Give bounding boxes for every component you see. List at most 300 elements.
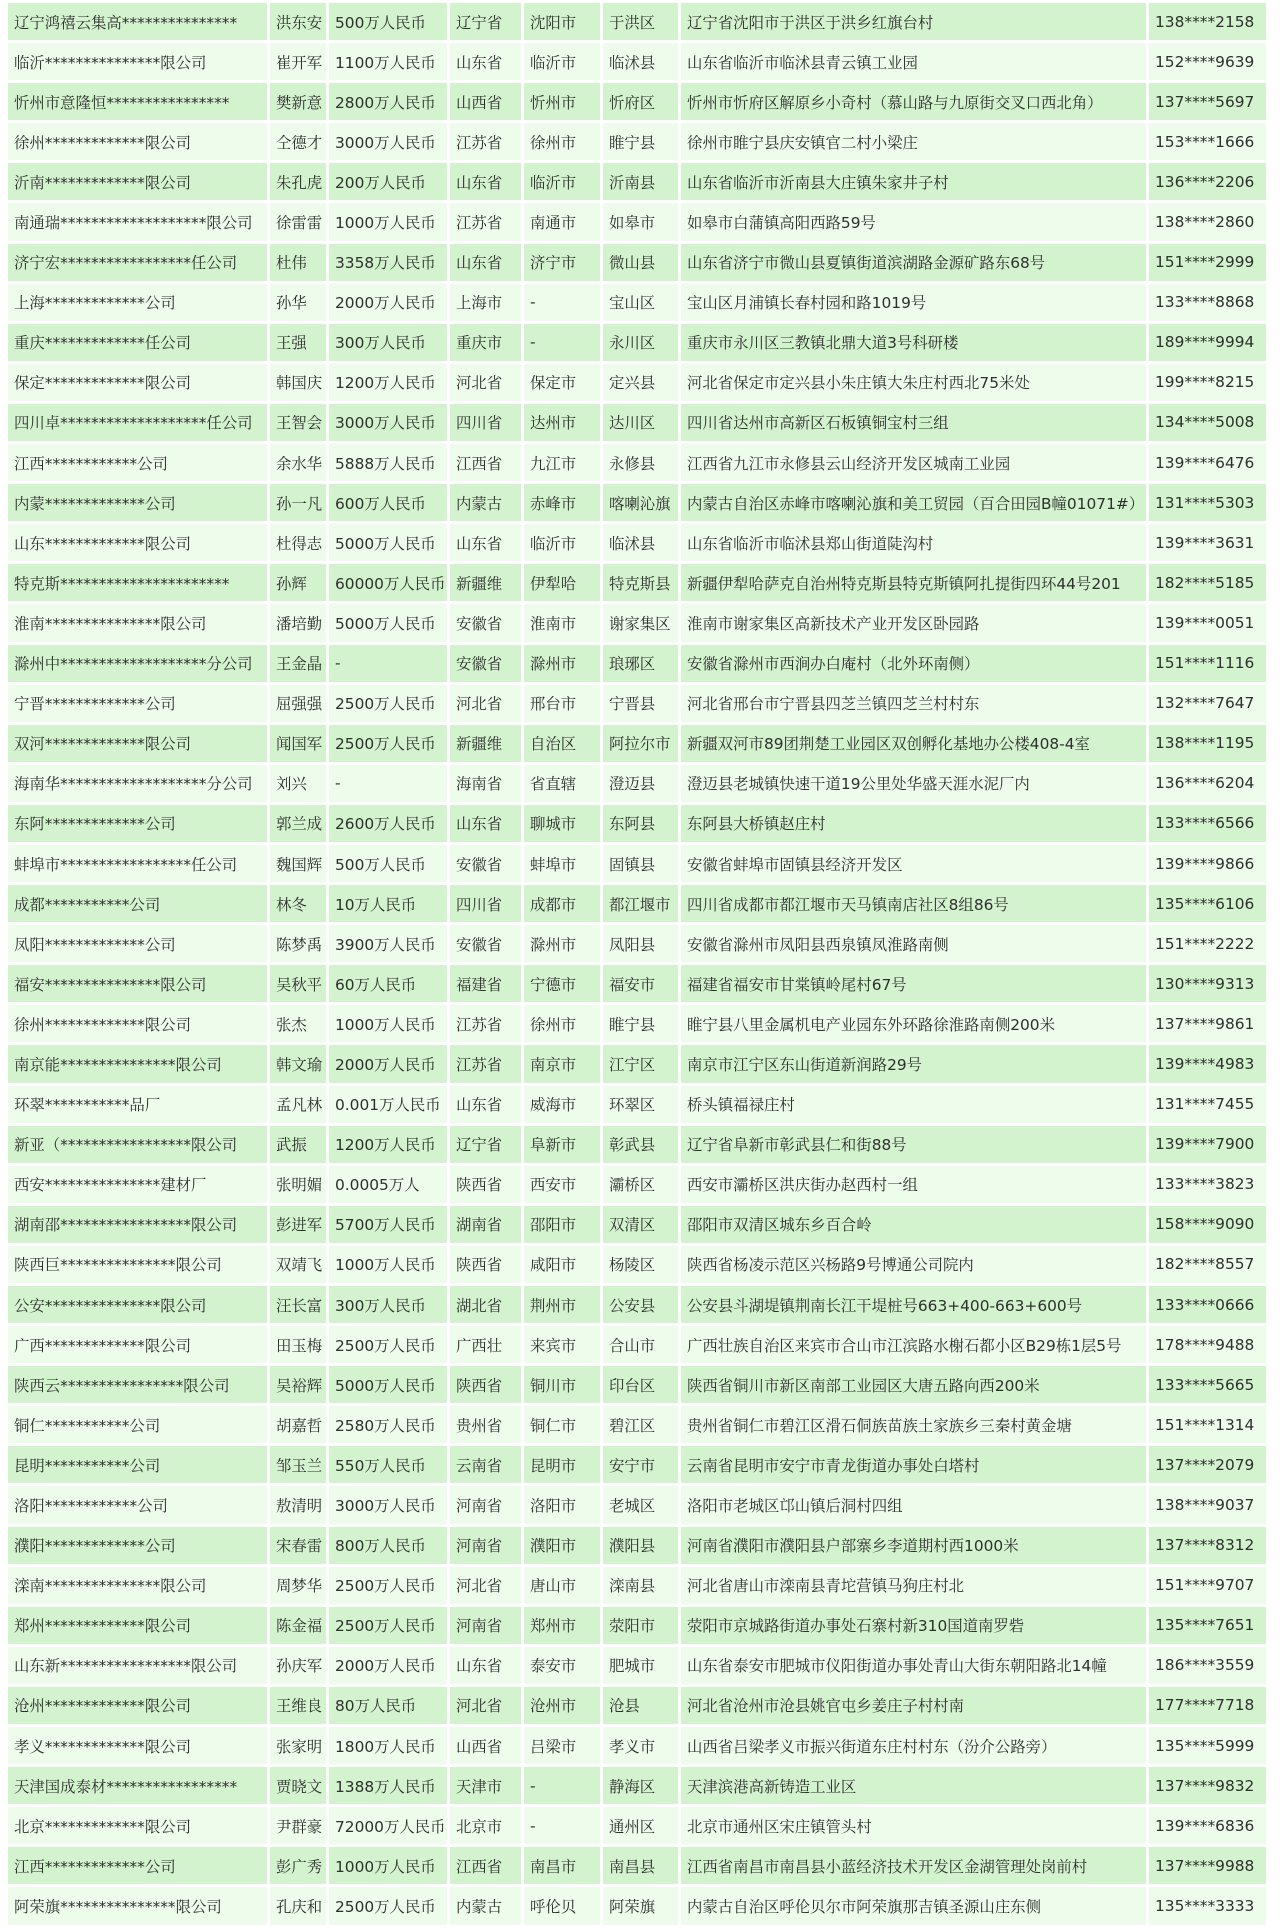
company-name-cell: 四川卓*******************任公司 — [8, 404, 267, 441]
province-cell: 江苏省 — [450, 203, 521, 240]
company-name-cell: 江西************公司 — [8, 444, 267, 481]
phone-cell: 137****9988 — [1149, 1847, 1266, 1884]
city-cell: 保定市 — [524, 364, 600, 401]
company-name-cell: 宁晋*************公司 — [8, 685, 267, 722]
phone-cell: 135****5999 — [1149, 1727, 1266, 1764]
legal-person-cell: 韩国庆 — [270, 364, 326, 401]
district-cell: 定兴县 — [603, 364, 678, 401]
address-cell: 天津滨港高新铸造工业区 — [681, 1767, 1146, 1804]
registered-capital-cell: 3000万人民币 — [329, 123, 447, 160]
district-cell: 如皋市 — [603, 203, 678, 240]
province-cell: 辽宁省 — [450, 1126, 521, 1163]
registered-capital-cell: 5000万人民币 — [329, 1366, 447, 1403]
phone-cell: 134****5008 — [1149, 404, 1266, 441]
registered-capital-cell: 60万人民币 — [329, 965, 447, 1002]
company-name-cell: 滁州中*******************分公司 — [8, 645, 267, 682]
district-cell: 合山市 — [603, 1326, 678, 1363]
table-body — [8, 3, 1266, 1925]
table-row — [8, 1486, 1266, 1523]
district-cell: 达川区 — [603, 404, 678, 441]
company-name-cell: 特克斯********************** — [8, 564, 267, 601]
city-cell: 成都市 — [524, 885, 600, 922]
city-cell: 邢台市 — [524, 685, 600, 722]
address-cell: 福建省福安市甘棠镇岭尾村67号 — [681, 965, 1146, 1002]
address-cell: 陕西省杨凌示范区兴杨路9号博通公司院内 — [681, 1246, 1146, 1283]
district-cell: 南昌县 — [603, 1847, 678, 1884]
city-cell: 咸阳市 — [524, 1246, 600, 1283]
legal-person-cell: 樊新意 — [270, 83, 326, 120]
address-cell: 桥头镇福禄庄村 — [681, 1086, 1146, 1123]
province-cell: 福建省 — [450, 965, 521, 1002]
table-row — [8, 1005, 1266, 1042]
district-cell: 灞桥区 — [603, 1166, 678, 1203]
province-cell: 江西省 — [450, 1847, 521, 1884]
table-row — [8, 484, 1266, 521]
address-cell: 公安县斗湖堤镇荆南长江干堤桩号663+400-663+600号 — [681, 1286, 1146, 1323]
district-cell: 江宁区 — [603, 1045, 678, 1082]
city-cell: 九江市 — [524, 444, 600, 481]
address-cell: 四川省成都市都江堰市天马镇南店社区8组86号 — [681, 885, 1146, 922]
legal-person-cell: 孙华 — [270, 284, 326, 321]
city-cell: 泰安市 — [524, 1647, 600, 1684]
address-cell: 河北省邢台市宁晋县四芝兰镇四芝兰村村东 — [681, 685, 1146, 722]
province-cell: 河南省 — [450, 1527, 521, 1564]
province-cell: 河北省 — [450, 685, 521, 722]
phone-cell: 138****2860 — [1149, 203, 1266, 240]
address-cell: 山东省泰安市肥城市仪阳街道办事处青山大街东朝阳路北14幢 — [681, 1647, 1146, 1684]
city-cell: 阜新市 — [524, 1126, 600, 1163]
province-cell: 河北省 — [450, 1567, 521, 1604]
city-cell: 铜仁市 — [524, 1406, 600, 1443]
province-cell: 陕西省 — [450, 1246, 521, 1283]
address-cell: 陕西省铜川市新区南部工业园区大唐五路向西200米 — [681, 1366, 1146, 1403]
phone-cell: 137****2079 — [1149, 1446, 1266, 1483]
registered-capital-cell: 5888万人民币 — [329, 444, 447, 481]
address-cell: 四川省达州市高新区石板镇铜宝村三组 — [681, 404, 1146, 441]
company-table — [5, 0, 1269, 1928]
city-cell: 淮南市 — [524, 604, 600, 641]
address-cell: 江西省九江市永修县云山经济开发区城南工业园 — [681, 444, 1146, 481]
city-cell: 聊城市 — [524, 805, 600, 842]
registered-capital-cell: 2500万人民币 — [329, 1607, 447, 1644]
company-name-cell: 双河*************限公司 — [8, 725, 267, 762]
province-cell: 内蒙古 — [450, 484, 521, 521]
company-name-cell: 阿荣旗***************限公司 — [8, 1887, 267, 1924]
company-name-cell: 环翠***********品厂 — [8, 1086, 267, 1123]
company-name-cell: 江西*************公司 — [8, 1847, 267, 1884]
company-name-cell: 临沂***************限公司 — [8, 43, 267, 80]
province-cell: 天津市 — [450, 1767, 521, 1804]
district-cell: 东阿县 — [603, 805, 678, 842]
registered-capital-cell: 1388万人民币 — [329, 1767, 447, 1804]
address-cell: 宝山区月浦镇长春村园和路1019号 — [681, 284, 1146, 321]
registered-capital-cell: 2580万人民币 — [329, 1406, 447, 1443]
table-row — [8, 203, 1266, 240]
address-cell: 内蒙古自治区呼伦贝尔市阿荣旗那吉镇圣源山庄东侧 — [681, 1887, 1146, 1924]
phone-cell: 138****2158 — [1149, 3, 1266, 40]
registered-capital-cell: 80万人民币 — [329, 1687, 447, 1724]
district-cell: 双清区 — [603, 1206, 678, 1243]
table-row — [8, 1126, 1266, 1163]
district-cell: 滦南县 — [603, 1567, 678, 1604]
address-cell: 河南省濮阳市濮阳县户部寨乡李道期村西1000米 — [681, 1527, 1146, 1564]
phone-cell: 138****1195 — [1149, 725, 1266, 762]
address-cell: 安徽省蚌埠市固镇县经济开发区 — [681, 845, 1146, 882]
table-row — [8, 564, 1266, 601]
company-name-cell: 徐州*************限公司 — [8, 1005, 267, 1042]
phone-cell: 136****6204 — [1149, 765, 1266, 802]
company-name-cell: 西安***************建材厂 — [8, 1166, 267, 1203]
company-name-cell: 成都***********公司 — [8, 885, 267, 922]
province-cell: 北京市 — [450, 1807, 521, 1844]
table-row — [8, 805, 1266, 842]
company-name-cell: 洛阳************公司 — [8, 1486, 267, 1523]
district-cell: 沧县 — [603, 1687, 678, 1724]
registered-capital-cell: 3000万人民币 — [329, 1486, 447, 1523]
legal-person-cell: 张明媚 — [270, 1166, 326, 1203]
table-row — [8, 1767, 1266, 1804]
company-name-cell: 凤阳*************公司 — [8, 925, 267, 962]
table-row — [8, 83, 1266, 120]
district-cell: 澄迈县 — [603, 765, 678, 802]
district-cell: 环翠区 — [603, 1086, 678, 1123]
address-cell: 洛阳市老城区邙山镇后洞村四组 — [681, 1486, 1146, 1523]
table-row — [8, 123, 1266, 160]
district-cell: 通州区 — [603, 1807, 678, 1844]
address-cell: 新疆伊犁哈萨克自治州特克斯县特克斯镇阿扎提街四环44号201 — [681, 564, 1146, 601]
legal-person-cell: 贾晓文 — [270, 1767, 326, 1804]
registered-capital-cell: 2500万人民币 — [329, 685, 447, 722]
company-name-cell: 南京能***************限公司 — [8, 1045, 267, 1082]
city-cell: 临沂市 — [524, 524, 600, 561]
legal-person-cell: 吴裕辉 — [270, 1366, 326, 1403]
city-cell: 宁德市 — [524, 965, 600, 1002]
city-cell: 南昌市 — [524, 1847, 600, 1884]
district-cell: 琅琊区 — [603, 645, 678, 682]
district-cell: 肥城市 — [603, 1647, 678, 1684]
legal-person-cell: 孙一凡 — [270, 484, 326, 521]
district-cell: 公安县 — [603, 1286, 678, 1323]
city-cell: 济宁市 — [524, 244, 600, 281]
legal-person-cell: 潘培勤 — [270, 604, 326, 641]
address-cell: 云南省昆明市安宁市青龙街道办事处白塔村 — [681, 1446, 1146, 1483]
registered-capital-cell: 2500万人民币 — [329, 1326, 447, 1363]
phone-cell: 177****7718 — [1149, 1687, 1266, 1724]
city-cell: 赤峰市 — [524, 484, 600, 521]
table-row — [8, 1567, 1266, 1604]
province-cell: 江苏省 — [450, 123, 521, 160]
province-cell: 新疆维 — [450, 725, 521, 762]
province-cell: 四川省 — [450, 885, 521, 922]
address-cell: 贵州省铜仁市碧江区滑石侗族苗族土家族乡三秦村黄金塘 — [681, 1406, 1146, 1443]
city-cell: 省直辖 — [524, 765, 600, 802]
province-cell: 山东省 — [450, 43, 521, 80]
district-cell: 宁晋县 — [603, 685, 678, 722]
company-name-cell: 北京*************限公司 — [8, 1807, 267, 1844]
district-cell: 特克斯县 — [603, 564, 678, 601]
phone-cell: 139****7900 — [1149, 1126, 1266, 1163]
phone-cell: 135****3333 — [1149, 1887, 1266, 1924]
phone-cell: 132****7647 — [1149, 685, 1266, 722]
phone-cell: 139****0051 — [1149, 604, 1266, 641]
registered-capital-cell: 1000万人民币 — [329, 203, 447, 240]
city-cell: 邵阳市 — [524, 1206, 600, 1243]
legal-person-cell: 双靖飞 — [270, 1246, 326, 1283]
province-cell: 安徽省 — [450, 845, 521, 882]
registered-capital-cell: 5700万人民币 — [329, 1206, 447, 1243]
province-cell: 河北省 — [450, 364, 521, 401]
legal-person-cell: 洪东安 — [270, 3, 326, 40]
legal-person-cell: 孙辉 — [270, 564, 326, 601]
address-cell: 东阿县大桥镇赵庄村 — [681, 805, 1146, 842]
company-name-cell: 广西*************限公司 — [8, 1326, 267, 1363]
table-row — [8, 324, 1266, 361]
city-cell: 滁州市 — [524, 925, 600, 962]
table-row — [8, 1887, 1266, 1924]
city-cell: 南通市 — [524, 203, 600, 240]
company-name-cell: 湖南邵*****************限公司 — [8, 1206, 267, 1243]
registered-capital-cell: 500万人民币 — [329, 3, 447, 40]
company-name-cell: 保定*************限公司 — [8, 364, 267, 401]
district-cell: 固镇县 — [603, 845, 678, 882]
province-cell: 山东省 — [450, 163, 521, 200]
city-cell: 临沂市 — [524, 163, 600, 200]
registered-capital-cell: - — [329, 645, 447, 682]
table-row — [8, 1527, 1266, 1564]
legal-person-cell: 周梦华 — [270, 1567, 326, 1604]
company-name-cell: 昆明***********公司 — [8, 1446, 267, 1483]
legal-person-cell: 孔庆和 — [270, 1887, 326, 1924]
address-cell: 忻州市忻府区解原乡小奇村（慕山路与九原街交叉口西北角） — [681, 83, 1146, 120]
registered-capital-cell: 72000万人民币 — [329, 1807, 447, 1844]
province-cell: 贵州省 — [450, 1406, 521, 1443]
phone-cell: 131****5303 — [1149, 484, 1266, 521]
registered-capital-cell: 800万人民币 — [329, 1527, 447, 1564]
province-cell: 内蒙古 — [450, 1887, 521, 1924]
district-cell: 喀喇沁旗 — [603, 484, 678, 521]
table-row — [8, 925, 1266, 962]
registered-capital-cell: 300万人民币 — [329, 324, 447, 361]
city-cell: 威海市 — [524, 1086, 600, 1123]
table-row — [8, 524, 1266, 561]
table-row — [8, 1166, 1266, 1203]
phone-cell: 135****7651 — [1149, 1607, 1266, 1644]
city-cell: 来宾市 — [524, 1326, 600, 1363]
company-name-cell: 内蒙*************公司 — [8, 484, 267, 521]
registered-capital-cell: 3900万人民币 — [329, 925, 447, 962]
registered-capital-cell: 1200万人民币 — [329, 1126, 447, 1163]
table-row — [8, 1847, 1266, 1884]
city-cell: - — [524, 324, 600, 361]
province-cell: 新疆维 — [450, 564, 521, 601]
phone-cell: 137****9832 — [1149, 1767, 1266, 1804]
phone-cell: 182****8557 — [1149, 1246, 1266, 1283]
registered-capital-cell: 0.001万人民币 — [329, 1086, 447, 1123]
city-cell: - — [524, 1807, 600, 1844]
city-cell: 荆州市 — [524, 1286, 600, 1323]
address-cell: 北京市通州区宋庄镇管头村 — [681, 1807, 1146, 1844]
district-cell: 彰武县 — [603, 1126, 678, 1163]
district-cell: 于洪区 — [603, 3, 678, 40]
table-row — [8, 1807, 1266, 1844]
registered-capital-cell: 2500万人民币 — [329, 1887, 447, 1924]
city-cell: 临沂市 — [524, 43, 600, 80]
table-row — [8, 43, 1266, 80]
province-cell: 陕西省 — [450, 1166, 521, 1203]
district-cell: 孝义市 — [603, 1727, 678, 1764]
phone-cell: 153****1666 — [1149, 123, 1266, 160]
district-cell: 谢家集区 — [603, 604, 678, 641]
phone-cell: 151****1116 — [1149, 645, 1266, 682]
address-cell: 如皋市白蒲镇高阳西路59号 — [681, 203, 1146, 240]
address-cell: 辽宁省沈阳市于洪区于洪乡红旗台村 — [681, 3, 1146, 40]
address-cell: 山东省临沂市沂南县大庄镇朱家井子村 — [681, 163, 1146, 200]
city-cell: 南京市 — [524, 1045, 600, 1082]
province-cell: 陕西省 — [450, 1366, 521, 1403]
legal-person-cell: 孟凡林 — [270, 1086, 326, 1123]
city-cell: 濮阳市 — [524, 1527, 600, 1564]
address-cell: 睢宁县八里金属机电产业园东外环路徐淮路南侧200米 — [681, 1005, 1146, 1042]
registered-capital-cell: 3000万人民币 — [329, 404, 447, 441]
address-cell: 广西壮族自治区来宾市合山市江滨路水榭石都小区B29栋1层5号 — [681, 1326, 1146, 1363]
city-cell: 达州市 — [524, 404, 600, 441]
company-table-container — [5, 0, 1269, 1928]
phone-cell: 151****1314 — [1149, 1406, 1266, 1443]
province-cell: 山东省 — [450, 524, 521, 561]
district-cell: 临沭县 — [603, 524, 678, 561]
legal-person-cell: 崔开军 — [270, 43, 326, 80]
province-cell: 四川省 — [450, 404, 521, 441]
registered-capital-cell: 60000万人民币 — [329, 564, 447, 601]
legal-person-cell: 张杰 — [270, 1005, 326, 1042]
legal-person-cell: 陈梦禹 — [270, 925, 326, 962]
table-row — [8, 3, 1266, 40]
address-cell: 西安市灞桥区洪庆街办赵西村一组 — [681, 1166, 1146, 1203]
phone-cell: 137****9861 — [1149, 1005, 1266, 1042]
phone-cell: 136****2206 — [1149, 163, 1266, 200]
registered-capital-cell: 1000万人民币 — [329, 1246, 447, 1283]
city-cell: 西安市 — [524, 1166, 600, 1203]
table-row — [8, 765, 1266, 802]
company-name-cell: 孝义*************限公司 — [8, 1727, 267, 1764]
city-cell: 沧州市 — [524, 1687, 600, 1724]
province-cell: 山东省 — [450, 1086, 521, 1123]
phone-cell: 133****6566 — [1149, 805, 1266, 842]
table-row — [8, 1687, 1266, 1724]
district-cell: 忻府区 — [603, 83, 678, 120]
legal-person-cell: 邹玉兰 — [270, 1446, 326, 1483]
legal-person-cell: 魏国辉 — [270, 845, 326, 882]
phone-cell: 139****6476 — [1149, 444, 1266, 481]
province-cell: 江苏省 — [450, 1045, 521, 1082]
address-cell: 安徽省滁州市西涧办白庵村（北外环南侧） — [681, 645, 1146, 682]
legal-person-cell: 王金晶 — [270, 645, 326, 682]
city-cell: 忻州市 — [524, 83, 600, 120]
registered-capital-cell: 1800万人民币 — [329, 1727, 447, 1764]
registered-capital-cell: 0.0005万人 — [329, 1166, 447, 1203]
city-cell: 唐山市 — [524, 1567, 600, 1604]
legal-person-cell: 仝德才 — [270, 123, 326, 160]
registered-capital-cell: 3358万人民币 — [329, 244, 447, 281]
table-row — [8, 163, 1266, 200]
company-name-cell: 天津国成泰材***************** — [8, 1767, 267, 1804]
province-cell: 山西省 — [450, 1727, 521, 1764]
phone-cell: 133****5665 — [1149, 1366, 1266, 1403]
phone-cell: 139****4983 — [1149, 1045, 1266, 1082]
province-cell: 河南省 — [450, 1486, 521, 1523]
city-cell: 蚌埠市 — [524, 845, 600, 882]
legal-person-cell: 余水华 — [270, 444, 326, 481]
province-cell: 山东省 — [450, 1647, 521, 1684]
phone-cell: 137****8312 — [1149, 1527, 1266, 1564]
company-name-cell: 山东*************限公司 — [8, 524, 267, 561]
province-cell: 广西壮 — [450, 1326, 521, 1363]
legal-person-cell: 田玉梅 — [270, 1326, 326, 1363]
address-cell: 山东省济宁市微山县夏镇街道滨湖路金源矿路东68号 — [681, 244, 1146, 281]
phone-cell: 151****2222 — [1149, 925, 1266, 962]
table-row — [8, 244, 1266, 281]
table-row — [8, 1086, 1266, 1123]
table-row — [8, 1727, 1266, 1764]
province-cell: 河北省 — [450, 1687, 521, 1724]
province-cell: 湖北省 — [450, 1286, 521, 1323]
table-row — [8, 1246, 1266, 1283]
district-cell: 印台区 — [603, 1366, 678, 1403]
legal-person-cell: 王维良 — [270, 1687, 326, 1724]
phone-cell: 182****5185 — [1149, 564, 1266, 601]
table-row — [8, 725, 1266, 762]
phone-cell: 151****2999 — [1149, 244, 1266, 281]
company-name-cell: 淮南***************限公司 — [8, 604, 267, 641]
company-name-cell: 海南华*******************分公司 — [8, 765, 267, 802]
registered-capital-cell: 10万人民币 — [329, 885, 447, 922]
legal-person-cell: 林冬 — [270, 885, 326, 922]
district-cell: 永修县 — [603, 444, 678, 481]
table-row — [8, 845, 1266, 882]
city-cell: - — [524, 1767, 600, 1804]
registered-capital-cell: 5000万人民币 — [329, 524, 447, 561]
district-cell: 微山县 — [603, 244, 678, 281]
legal-person-cell: 胡嘉哲 — [270, 1406, 326, 1443]
address-cell: 南京市江宁区东山街道新润路29号 — [681, 1045, 1146, 1082]
address-cell: 山东省临沂市临沭县郑山街道陡沟村 — [681, 524, 1146, 561]
company-name-cell: 上海*************公司 — [8, 284, 267, 321]
company-name-cell: 济宁宏*****************任公司 — [8, 244, 267, 281]
address-cell: 安徽省滁州市凤阳县西泉镇凤淮路南侧 — [681, 925, 1146, 962]
city-cell: 郑州市 — [524, 1607, 600, 1644]
city-cell: 伊犁哈 — [524, 564, 600, 601]
registered-capital-cell: 2000万人民币 — [329, 284, 447, 321]
company-name-cell: 福安***************限公司 — [8, 965, 267, 1002]
city-cell: - — [524, 284, 600, 321]
legal-person-cell: 杜得志 — [270, 524, 326, 561]
registered-capital-cell: 2500万人民币 — [329, 1567, 447, 1604]
registered-capital-cell: 5000万人民币 — [329, 604, 447, 641]
province-cell: 辽宁省 — [450, 3, 521, 40]
district-cell: 睢宁县 — [603, 123, 678, 160]
address-cell: 内蒙古自治区赤峰市喀喇沁旗和美工贸园（百合田园B幢01071#） — [681, 484, 1146, 521]
province-cell: 安徽省 — [450, 604, 521, 641]
company-name-cell: 忻州市意隆恒**************** — [8, 83, 267, 120]
phone-cell: 178****9488 — [1149, 1326, 1266, 1363]
province-cell: 安徽省 — [450, 645, 521, 682]
phone-cell: 133****8868 — [1149, 284, 1266, 321]
registered-capital-cell: 550万人民币 — [329, 1446, 447, 1483]
city-cell: 铜川市 — [524, 1366, 600, 1403]
district-cell: 凤阳县 — [603, 925, 678, 962]
phone-cell: 186****3559 — [1149, 1647, 1266, 1684]
address-cell: 河北省保定市定兴县小朱庄镇大朱庄村西北75米处 — [681, 364, 1146, 401]
